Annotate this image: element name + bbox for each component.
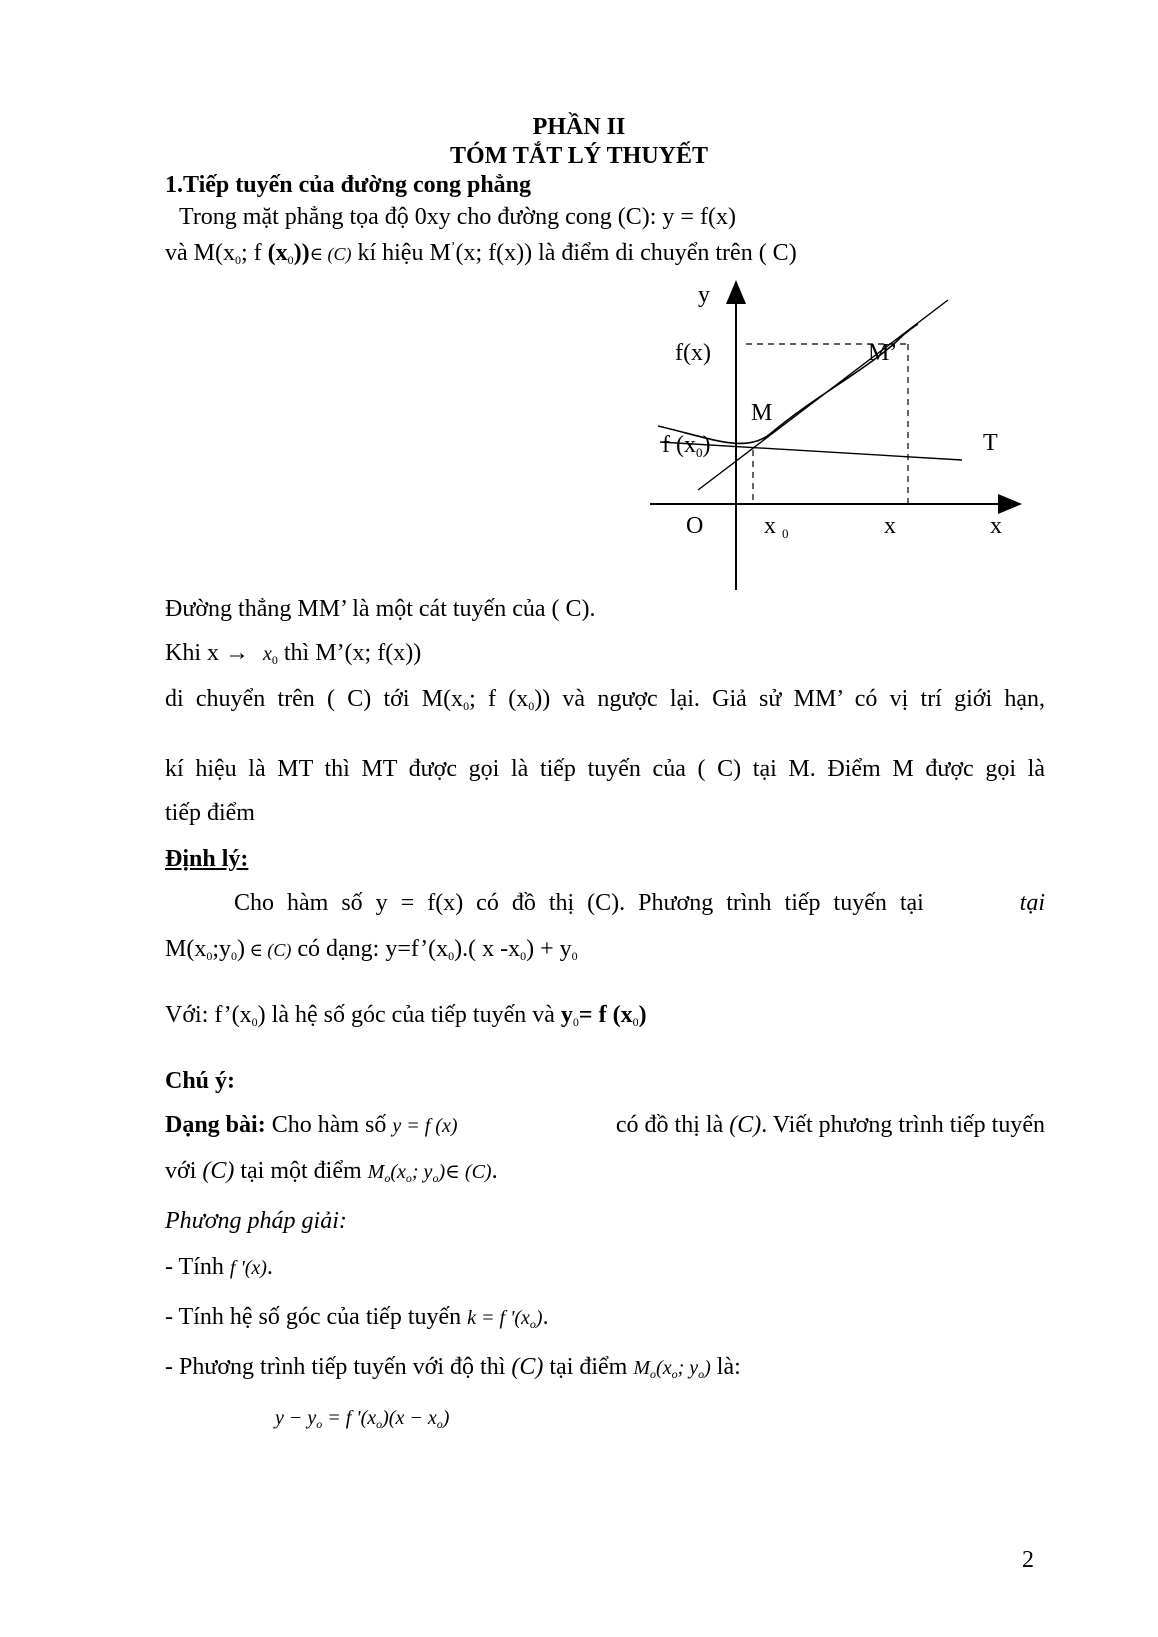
mprime-label: M’ [868,340,898,366]
fx-label: f(x) [675,340,711,366]
page-number: 2 [1022,1547,1034,1573]
m-label: M [751,400,773,426]
problem-type-line-2: với (C) tại một điểm $M_o(x_o$; $y_o)\in$ (C). [165,1158,498,1185]
method-title: Phương pháp giải: [165,1208,347,1234]
part-subtitle: TÓM TẮT LÝ THUYẾT [449,143,709,169]
t-label: T [983,430,998,456]
theorem-line-1: Cho hàm số y = f(x) có đồ thị (C). Phương trình tiếp tuyến tại tại [234,890,1045,916]
intro-line-1: Trong mặt phẳng tọa độ 0xy cho đường cong (C): y = f(x) [179,204,736,230]
y-axis-label: y [698,282,710,308]
theorem-label: Định lý: [165,846,249,872]
x-point-label: x [884,513,896,539]
limit-text-end: tiếp điểm [165,800,255,826]
intro-line-2: và $M(x_0$; f $(x_0))\in$ (C) kí hiệu M’(x; f(x)) là điểm di chuyển trên ( C) [165,240,797,267]
method-step-3: - Phương trình tiếp tuyến với độ thì (C) tại điểm $M_o(x_o$; $y_o$) là: [165,1354,741,1381]
method-step-2: - Tính hệ số góc của tiếp tuyến k = f '$(x_o)$. [165,1304,549,1331]
secant-text: Đường thẳng MM’ là một cát tuyến của ( C). [165,596,596,622]
theorem-line-2: $M(x_0;y_0)$ ∈ (C) có dạng: $y=f’(x_0)$.( x $-x_0) + y_0$ [165,936,578,963]
method-step-1: - Tính f '(x). [165,1254,273,1280]
theorem-with: Với: $f’(x_0)$ là hệ số góc của tiếp tuyến và $y_0= f$ $(x_0)$ [165,1002,647,1029]
problem-type-line-1: Dạng bài: Cho hàm số y = f (x) có đồ thị là (C). Viết phương trình tiếp tuyến [165,1112,1045,1138]
part-title: PHẦN II [532,114,626,140]
note-label: Chú ý: [165,1068,236,1094]
tangent-equation: $y - y_o = f$ '$(x_o)(x - x_o)$ [275,1407,450,1431]
origin-label: O [686,513,704,539]
x0-axis-label: x $_0$ [764,513,789,541]
x-axis-label: x [990,513,1002,539]
limit-when-text: Khi $x \to x_0$ thì M’(x; f(x)) [165,640,422,667]
tangent-figure [650,270,1060,610]
fx0-label: f $(x_0)$ [662,432,711,460]
move-text: di chuyển trên ( C) tới $M(x_0$; f $(x_0)$) và ngược lại. Giả sử MM’ có vị trí giới hạn, [165,686,1046,713]
section-heading: 1.Tiếp tuyến của đường cong phẳng [165,172,532,198]
limit-text: kí hiệu là MT thì MT được gọi là tiếp tuyến của ( C) tại M. Điểm M được gọi là [165,756,1045,782]
